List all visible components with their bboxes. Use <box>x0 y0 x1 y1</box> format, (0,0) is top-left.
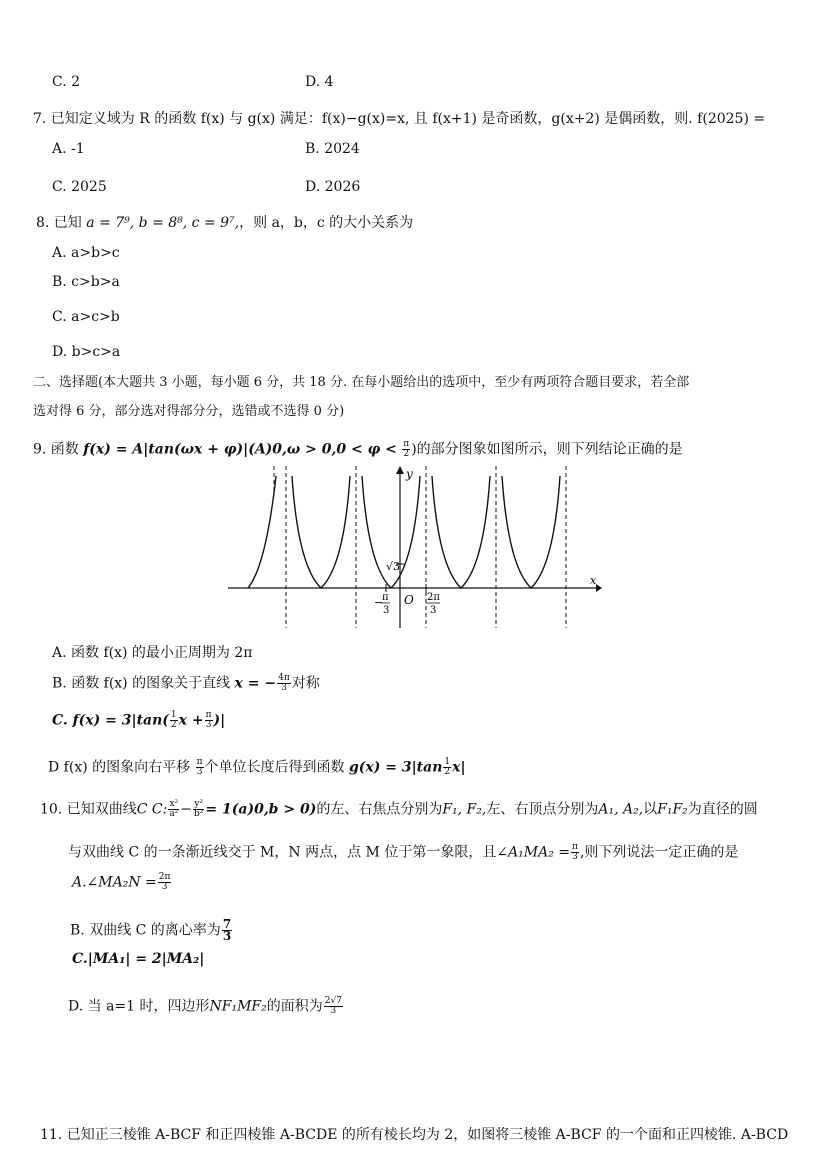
sqrt3-label: √3 <box>386 560 401 573</box>
neg-pi3-num: π <box>382 592 389 603</box>
y-axis-arrow <box>396 466 404 474</box>
q9-expression: f(x) = A|tan(ωx + φ)|(A)0,ω > 0,0 < φ < <box>83 441 397 458</box>
q8-prefix: 8. 已知 <box>36 215 82 231</box>
q9-stem <box>33 440 683 459</box>
curve-branches <box>248 476 560 588</box>
q6-option-d: D. 4 <box>305 74 334 90</box>
q9-option-d: D f(x) 的图象向右平移 $\frac{\pi}{3}$ 个单位长度后得到函数 g(x) = 3|tan $\frac{1}{2}$ x| <box>48 757 466 777</box>
q9-function-graph <box>226 466 602 630</box>
q8-option-b: B. c>b>a <box>52 274 120 290</box>
q8-stem <box>36 214 413 232</box>
q7-option-b: B. 2024 <box>305 141 360 157</box>
q7-stem: 7. 已知定义域为 R 的函数 f(x) 与 g(x) 满足：f(x)−g(x)=x, 且 f(x+1) 是奇函数，g(x+2) 是偶函数，则. f(2025) = <box>33 111 766 127</box>
q9-option-c: C. f(x) = 3|tan( $\frac{1}{2}$ x + $\frac{\pi}{3}$ )| <box>52 710 226 730</box>
q10-option-d: D. 当 a=1 时，四边形NF₁MF₂的面积为 $\frac{2√7}{3}$ <box>68 996 342 1016</box>
q10-stem-line2: 与双曲线 C 的一条渐近线交于 M，N 两点，点 M 位于第一象限，且∠A₁MA₂ = $\frac{\pi}{3}$ ,则下列说法一定正确的是 <box>68 842 739 862</box>
y-axis-label: y <box>406 467 413 481</box>
q8-option-d: D. b>c>a <box>52 344 121 360</box>
q8-expression: a = 7⁹, b = 8⁸, c = 9⁷, <box>86 215 240 231</box>
section2-heading-line1: 二、选择题(本大题共 3 小题，每小题 6 分，共 18 分. 在每小题给出的选项中，至少有两项符合题目要求，若全部 <box>33 375 690 390</box>
asymptotes <box>274 466 566 628</box>
q9-prefix: 9. 函数 <box>33 441 79 458</box>
two-pi3-num: 2π <box>427 592 440 603</box>
q10-option-b: B. 双曲线 C 的离心率为 $\frac{7}{3}$ <box>70 917 232 943</box>
neg-sign: − <box>374 596 384 609</box>
q8-option-c: C. a>c>b <box>52 309 120 325</box>
x-axis-arrow <box>596 584 602 592</box>
q9-option-a: A. 函数 f(x) 的最小正周期为 2π <box>52 645 253 661</box>
neg-pi3-den: 3 <box>383 605 390 616</box>
q10-option-a: A.∠MA₂N = $\frac{2\pi}{3}$ <box>72 872 171 892</box>
q9-fraction: $\frac{\pi}{2}$ <box>403 439 410 459</box>
x-axis-label: x <box>590 574 597 587</box>
q7-option-c: C. 2025 <box>52 179 107 195</box>
q9-suffix: )的部分图象如图所示，则下列结论正确的是 <box>411 441 683 458</box>
section2-heading-line2: 选对得 6 分，部分选对得部分分，选错或不选得 0 分) <box>33 404 345 419</box>
two-pi3-den: 3 <box>430 605 437 616</box>
q7-option-a: A. -1 <box>52 141 85 157</box>
q9-option-b: B. 函数 f(x) 的图象关于直线 x = − $\frac{4\pi}{3}$ 对称 <box>52 673 320 693</box>
q8-suffix: ，则 a，b，c 的大小关系为 <box>239 215 414 231</box>
q6-option-c: C. 2 <box>52 74 81 90</box>
q10-option-c: C.|MA₁| = 2|MA₂| <box>72 951 205 967</box>
q10-stem: 10. 已知双曲线C C: $\frac{\text{x²}}{\text{a²}}$ − $\frac{\text{y²}}{\text{b²}}$ = 1(a)0,b > 0)的左、右焦点分别为F₁, F₂,左、右顶点分别为A₁, A₂,以F₁F₂为直径的圆 <box>40 799 758 819</box>
q8-option-a: A. a>b>c <box>52 245 120 261</box>
q11-stem: 11. 已知正三棱锥 A-BCF 和正四棱锥 A-BCDE 的所有棱长均为 2，如图将三棱锥 A-BCF 的一个面和正四棱锥. A-BCD <box>40 1127 789 1143</box>
origin-label: O <box>404 593 414 607</box>
q7-option-d: D. 2026 <box>305 179 361 195</box>
